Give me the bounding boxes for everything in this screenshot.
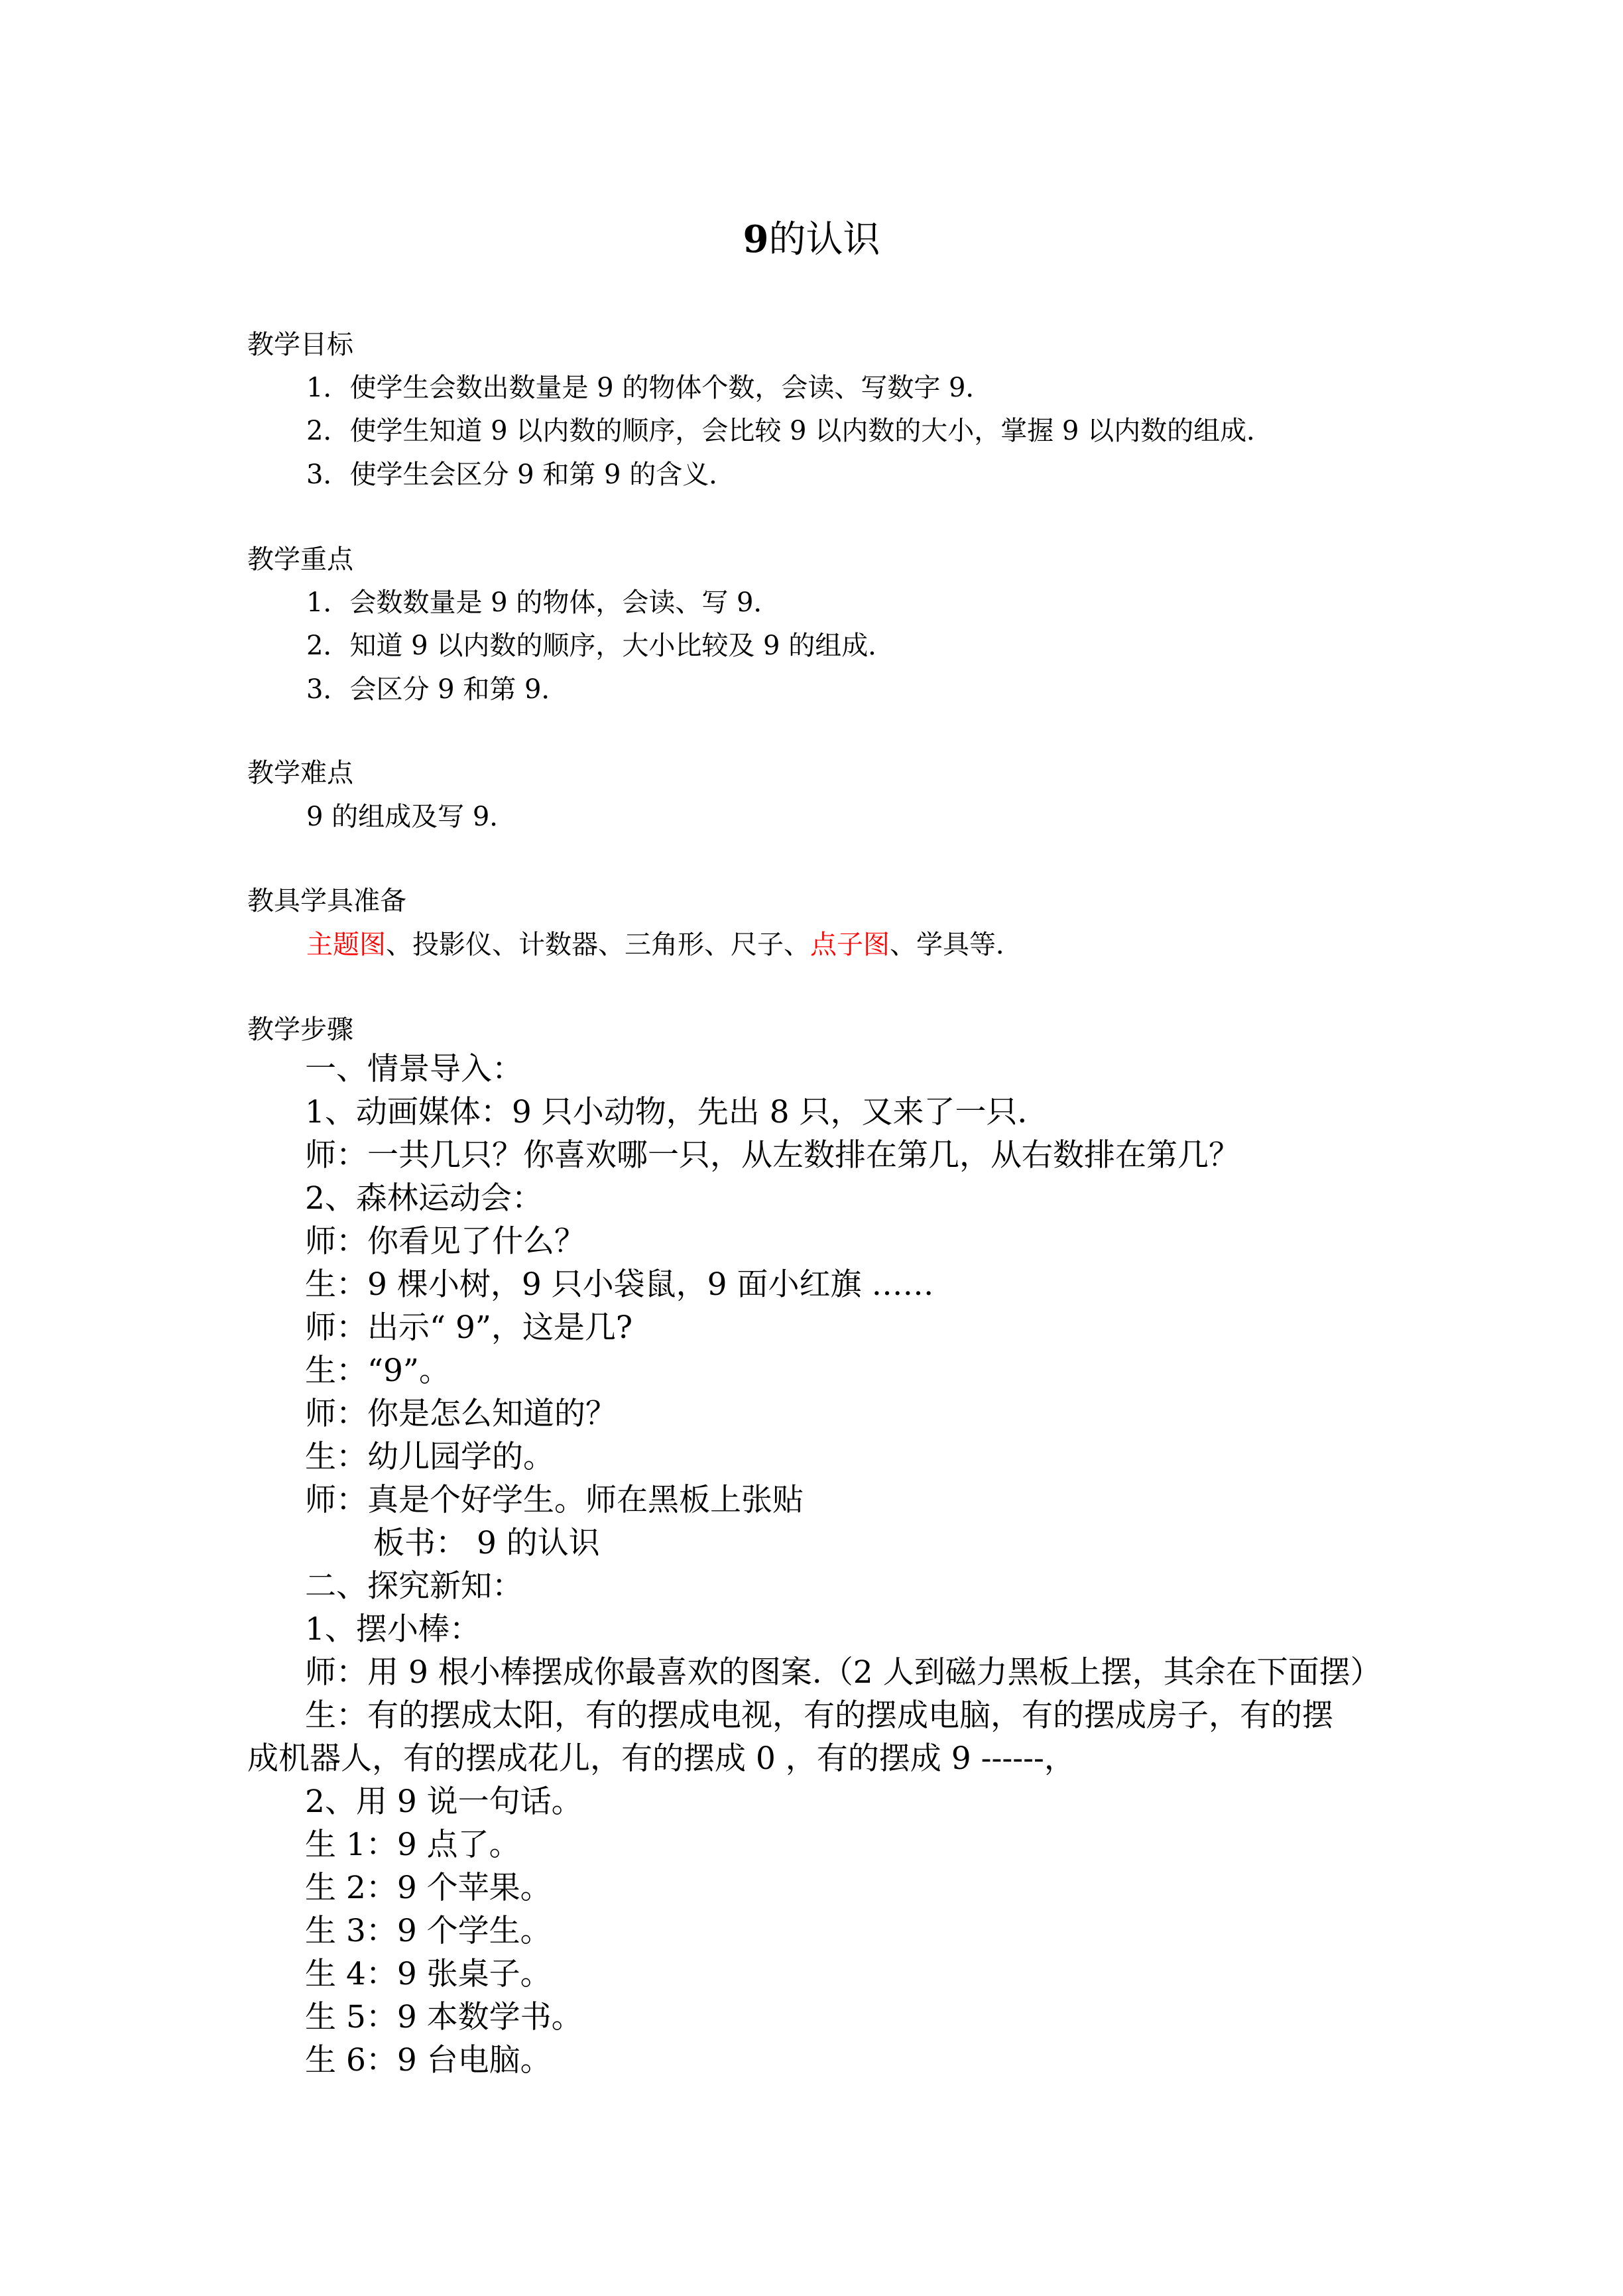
step-line: 二、探究新知： [305, 1568, 523, 1604]
step-line: 生 5：9 本数学书。 [305, 1999, 583, 2035]
step-line: 生 2：9 个苹果。 [305, 1870, 552, 1906]
step-line: 生 1：9 点了。 [305, 1827, 520, 1863]
materials-middle: 、投影仪、计数器、三角形、尺子、 [386, 930, 810, 960]
page-title [0, 215, 1623, 264]
step-line: 师：真是个好学生。师在黑板上张贴 [305, 1482, 804, 1518]
heading-steps: 教学步骤 [247, 1014, 353, 1045]
step-line: 师：用 9 根小棒摆成你最喜欢的图案.（2 人到磁力黑板上摆，其余在下面摆） [305, 1654, 1382, 1691]
step-line: 生：“9”。 [305, 1353, 450, 1389]
step-line: 师：一共几只？你喜欢哪一只，从左数排在第几，从右数排在第几？ [305, 1137, 1240, 1174]
goal-item-1: 1．使学生会数出数量是 9 的物体个数，会读、写数字 9． [306, 373, 992, 403]
step-line: 生：9 棵小树，9 只小袋鼠，9 面小红旗 …… [305, 1266, 934, 1303]
heading-difficulties: 教学难点 [247, 758, 353, 788]
step-line: 生：有的摆成太阳，有的摆成电视，有的摆成电脑，有的摆成房子，有的摆 [305, 1697, 1333, 1734]
materials-theme-picture: 主题图 [306, 930, 386, 960]
materials-list [306, 929, 1022, 961]
title-text: 的认识 [768, 218, 880, 261]
title-number: 9 [743, 217, 769, 261]
goal-item-3: 3．使学生会区分 9 和第 9 的含义． [306, 459, 736, 490]
step-line: 成机器人，有的摆成花儿，有的摆成 0 ，有的摆成 9 ------， [247, 1740, 1075, 1777]
step-line: 生 6：9 台电脑。 [305, 2042, 552, 2079]
key-point-item-2: 2．知道 9 以内数的顺序，大小比较及 9 的组成． [306, 631, 895, 661]
materials-dot-picture: 点子图 [810, 930, 890, 960]
step-line: 一、情景导入： [305, 1051, 523, 1087]
goal-item-2: 2．使学生知道 9 以内数的顺序，会比较 9 以内数的大小，掌握 9 以内数的组成． [306, 416, 1274, 446]
step-line: 1、动画媒体：9 只小动物，先出 8 只，又来了一只． [305, 1094, 1049, 1130]
step-line: 2、用 9 说一句话。 [305, 1783, 583, 1820]
step-line: 生 4：9 张桌子。 [305, 1956, 552, 1992]
step-line: 师：你看见了什么？ [305, 1223, 585, 1260]
key-point-item-1: 1．会数数量是 9 的物体，会读、写 9． [306, 587, 780, 618]
step-line: 生 3：9 个学生。 [305, 1913, 552, 1949]
difficulty-item-1: 9 的组成及写 9． [306, 802, 516, 832]
materials-end: 、学具等． [890, 930, 1022, 960]
step-line: 生：幼儿园学的。 [305, 1439, 554, 1475]
board-writing: 板书： 9 的认识 [373, 1525, 600, 1561]
step-line: 师：出示“ 9”，这是几? [305, 1309, 633, 1346]
step-line: 师：你是怎么知道的？ [305, 1396, 617, 1432]
heading-goals: 教学目标 [247, 330, 353, 360]
step-line: 1、摆小棒： [305, 1611, 481, 1648]
key-point-item-3: 3．会区分 9 和第 9． [306, 674, 568, 705]
step-line: 2、森林运动会： [305, 1180, 543, 1217]
heading-key-points: 教学重点 [247, 544, 353, 575]
heading-materials: 教具学具准备 [247, 886, 406, 916]
